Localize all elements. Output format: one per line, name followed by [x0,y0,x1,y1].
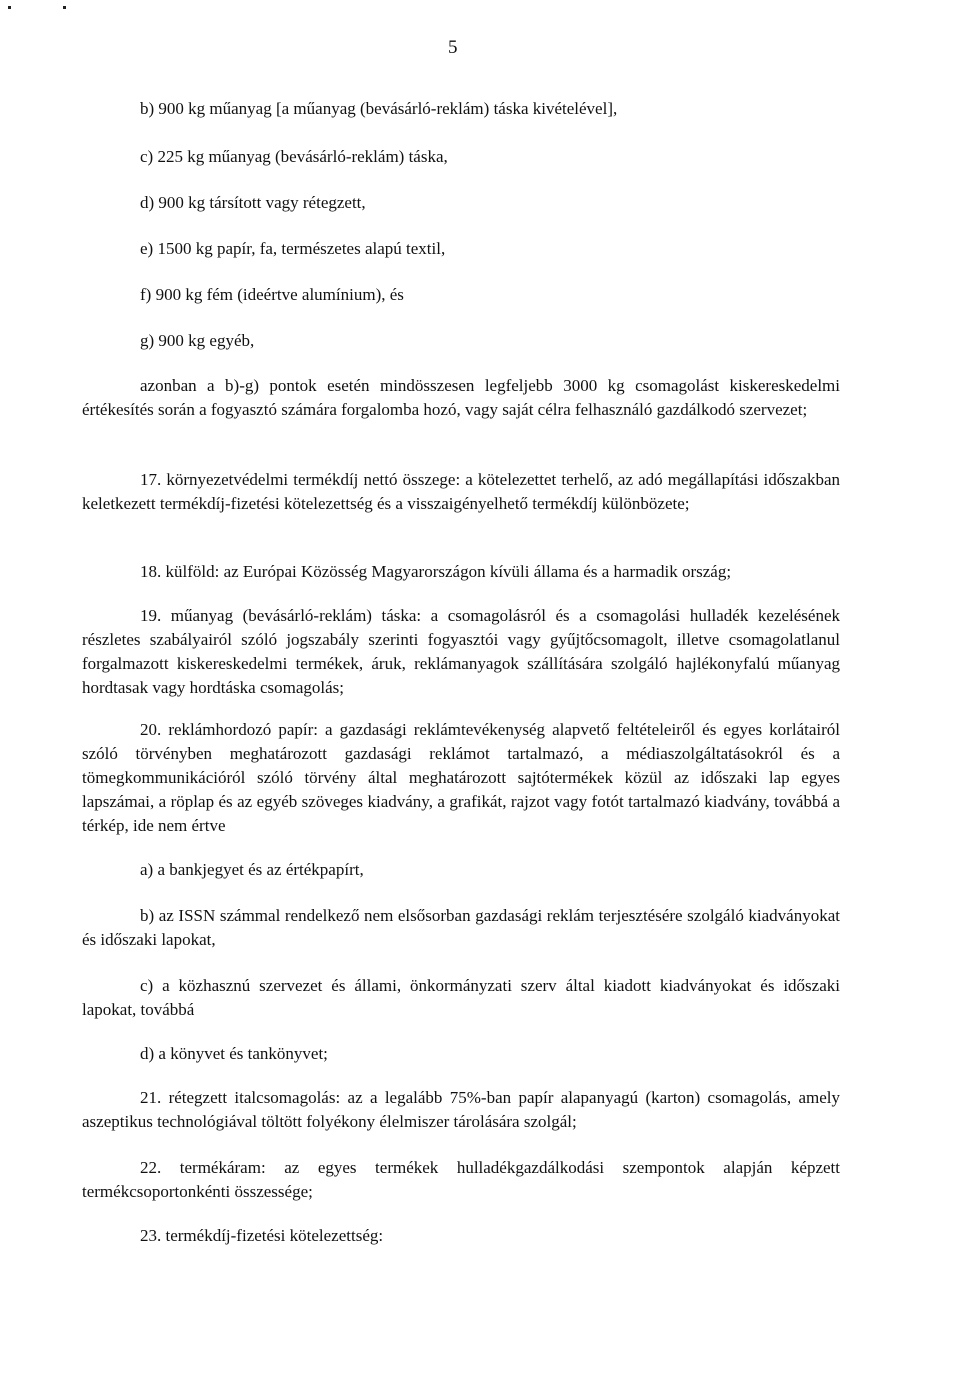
list-item-d: d) 900 kg társított vagy rétegzett, [140,193,366,212]
list-item-c: c) 225 kg műanyag (bevásárló-reklám) táska, [140,147,448,166]
list-item-f: f) 900 kg fém (ideértve alumínium), és [140,285,404,304]
list-item-20a: a) a bankjegyet és az értékpapírt, [140,860,364,879]
list-item-20c: c) a közhasznú szervezet és állami, önkormányzati szerv által kiadott kiadványokat és időszaki lapokat, továbbá [82,976,840,1019]
paragraph-18: 18. külföld: az Európai Közösség Magyarországon kívüli állama és a harmadik ország; [140,562,732,581]
paragraph-22: 22. termékáram: az egyes termékek hulladékgazdálkodási szempontok alapján képzett termékcsoportonkénti összessége; [82,1158,840,1201]
paragraph-19: 19. műanyag (bevásárló-reklám) táska: a csomagolásról és a csomagolási hulladék kezelésének részletes szabályairól szóló jogszabály szerinti fogyasztói vagy gyűjtőcsomagolt, illetve csomagolatlanul forgalmazott kiskereskedelmi termékek, áruk, reklámanyagok szállítására szolgáló hajlékonyfalú műanyag hordtasak vagy hordtáska csomagolás; [82,606,840,697]
list-item-20d: d) a könyvet és tankönyvet; [140,1044,328,1063]
scan-mark [63,6,66,9]
paragraph-20: 20. reklámhordozó papír: a gazdasági reklámtevékenység alapvető feltételeiről és egyes korlátairól szóló törvényben meghatározott gazdasági reklámot tartalmazó, a médiaszolgáltatásokról és a tömegkommunikációról szóló törvény által meghatározott sajtótermékek közül az időszaki lap egyes lapszámai, a röplap és az egyéb szöveges kiadvány, a grafikát, rajzot vagy fotót tartalmazó kiadvány, továbbá a térkép, ide nem értve [82,720,840,835]
list-item-g: g) 900 kg egyéb, [140,331,255,350]
paragraph-azonban: azonban a b)-g) pontok esetén mindösszesen legfeljebb 3000 kg csomagolást kiskereskedelmi értékesítés során a fogyasztó számára forgalomba hozó, vagy saját célra felhasználó gazdálkodó szervezet; [82,376,840,419]
list-item-e: e) 1500 kg papír, fa, természetes alapú textil, [140,239,446,258]
paragraph-21: 21. rétegzett italcsomagolás: az a legalább 75%-ban papír alapanyagú (karton) csomagolás, amely aszeptikus technológiával töltött folyékony élelmiszer tárolására szolgál; [82,1088,840,1131]
paragraph-17: 17. környezetvédelmi termékdíj nettó összege: a kötelezettet terhelő, az adó megállapítási időszakban keletkezett termékdíj-fizetési kötelezettség és a visszaigényelhető termékdíj különbözete; [82,470,840,513]
paragraph-23: 23. termékdíj-fizetési kötelezettség: [140,1226,384,1245]
list-item-b: b) 900 kg műanyag [a műanyag (bevásárló-reklám) táska kivételével], [140,99,618,118]
list-item-20b: b) az ISSN számmal rendelkező nem elsősorban gazdasági reklám terjesztésére szolgáló kiadványokat és időszaki lapokat, [82,906,840,949]
scan-mark [8,6,11,9]
page-number: 5 [448,37,458,58]
